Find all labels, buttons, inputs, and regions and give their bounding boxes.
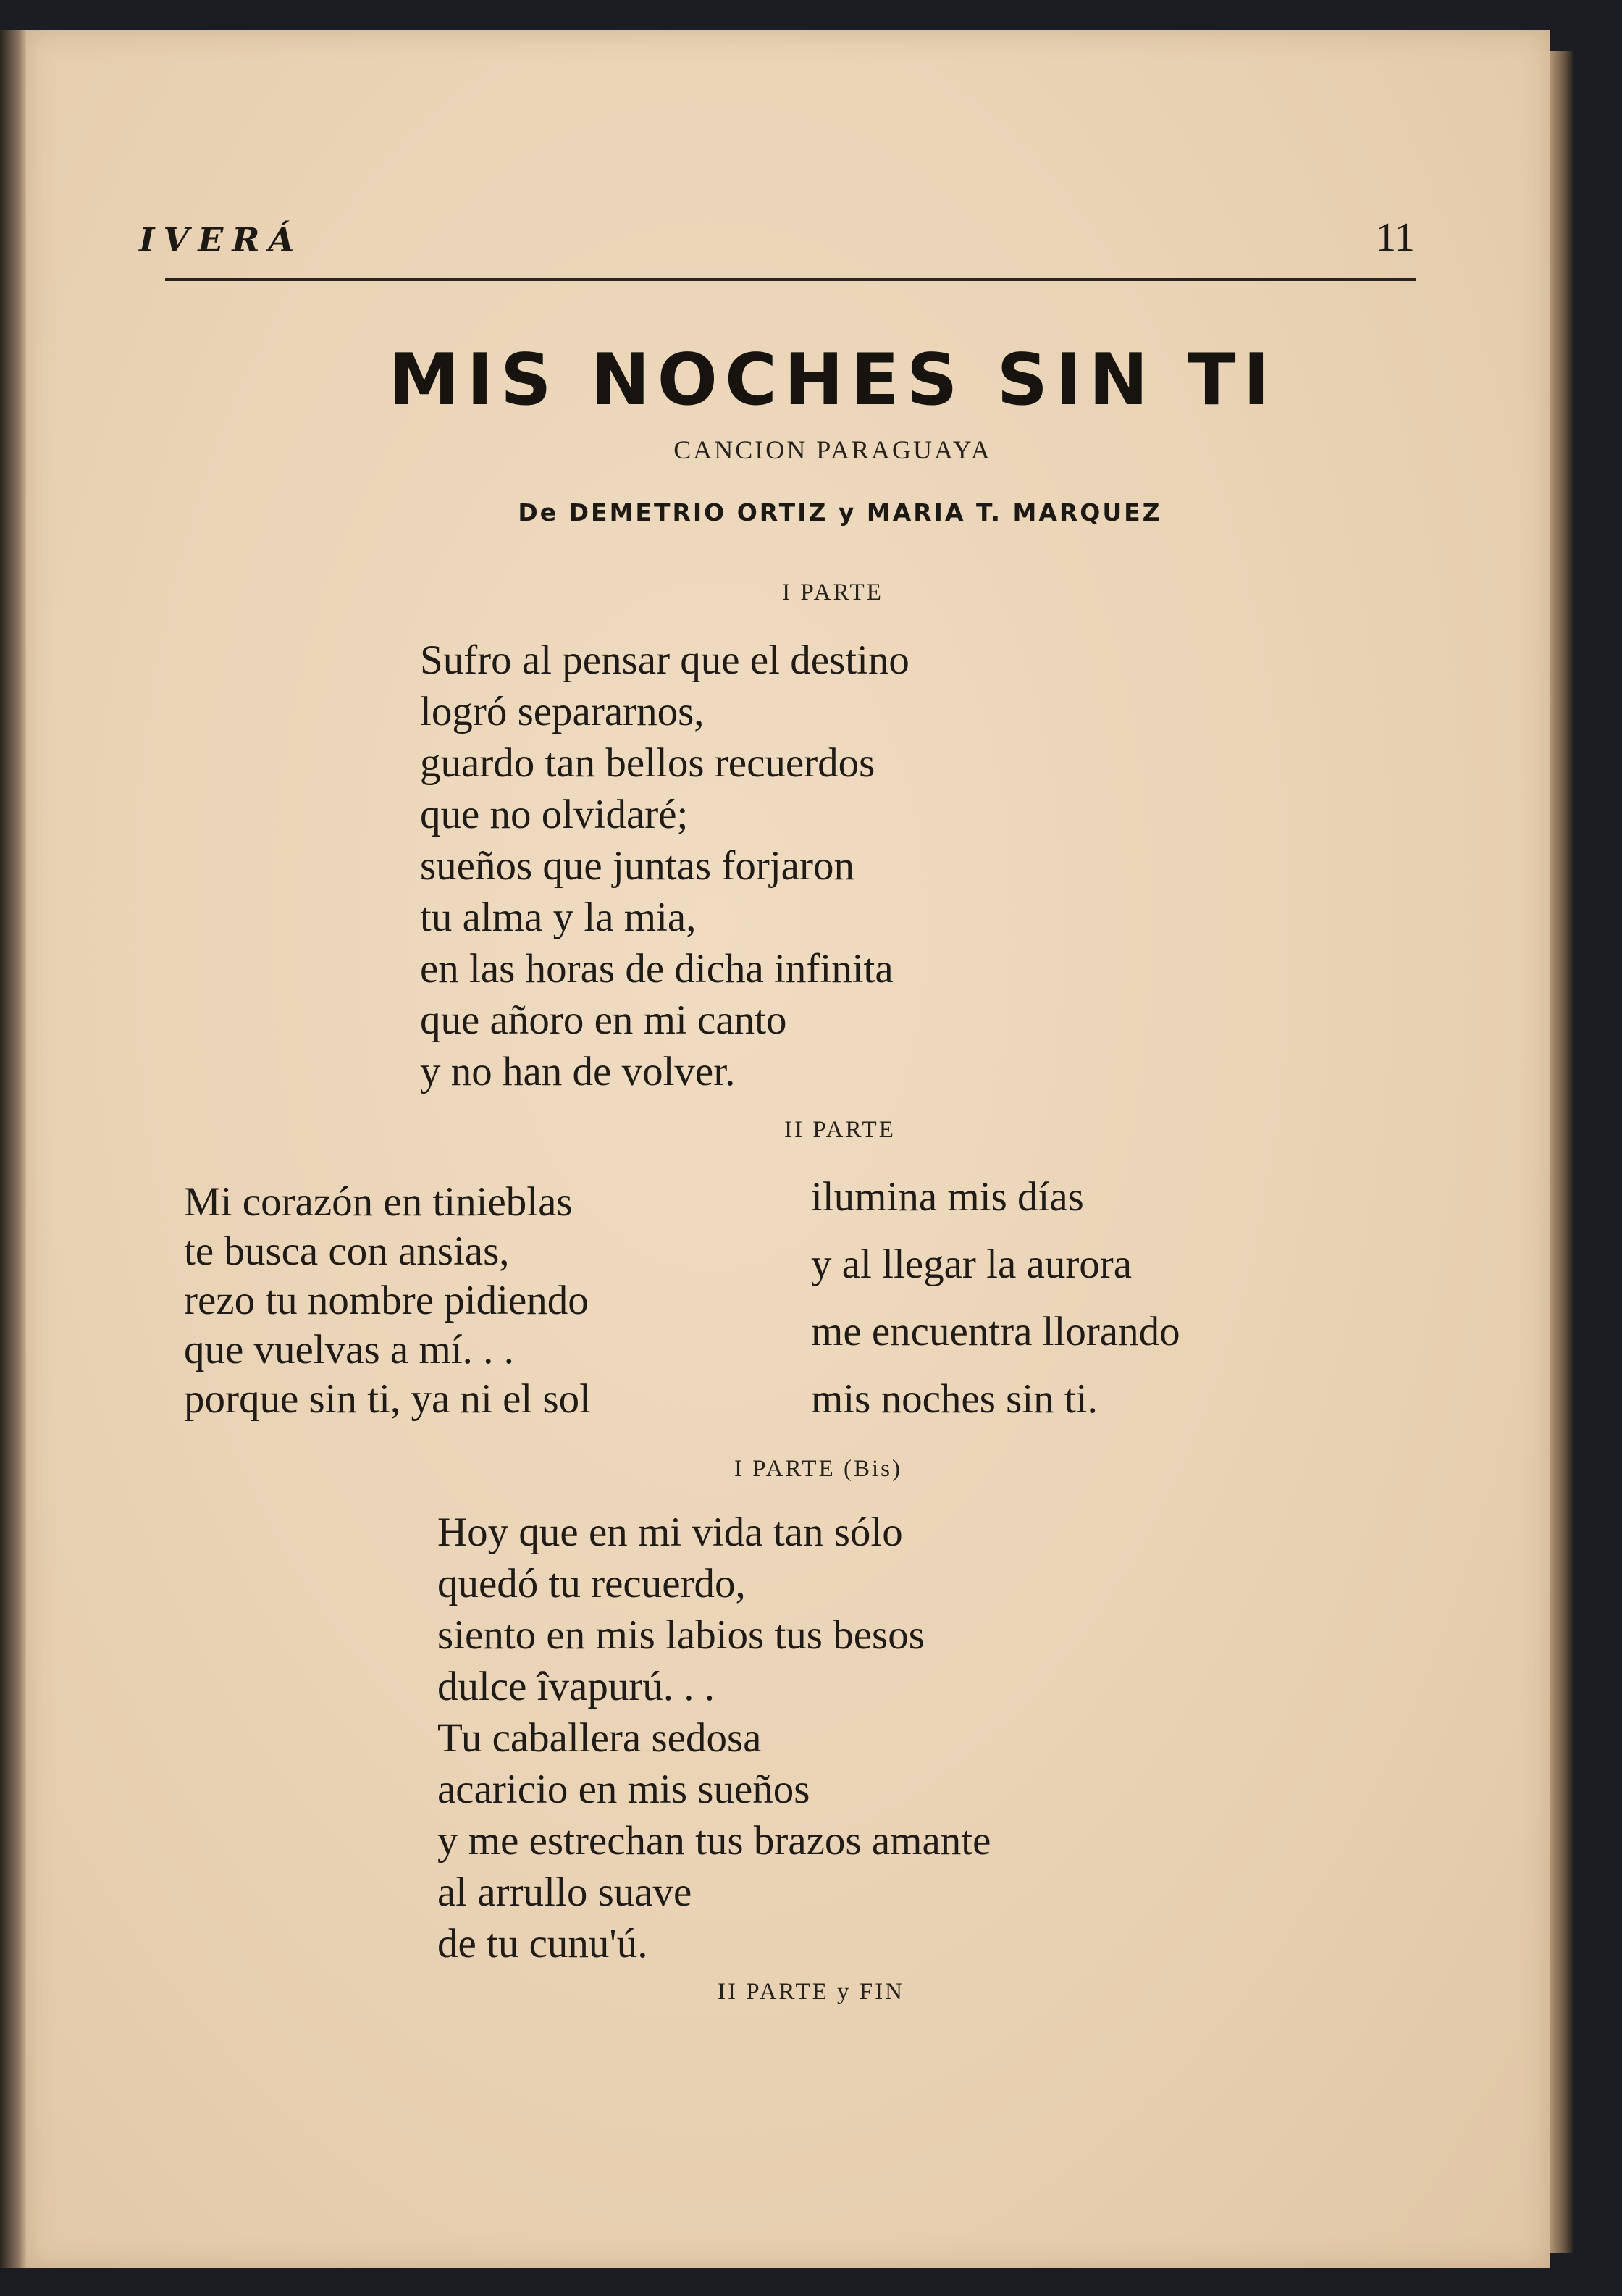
verse-line: rezo tu nombre pidiendo — [184, 1278, 589, 1323]
verse-line: y me estrechan tus brazos amante — [437, 1818, 991, 1864]
verse-line: Hoy que en mi vida tan sólo — [437, 1509, 903, 1555]
part1-heading: I PARTE — [782, 579, 883, 606]
part2-right-verse — [811, 1163, 1180, 1433]
verse-line: acaricio en mis sueños — [437, 1767, 810, 1812]
verse-line: mis noches sin ti. — [811, 1376, 1098, 1422]
journal-name: IVERÁ — [139, 220, 303, 259]
part2-left-verse — [184, 1178, 591, 1424]
part1-bis-verse — [437, 1507, 991, 1969]
verse-line: tu alma y la mia, — [420, 894, 697, 940]
verse-line: siento en mis labios tus besos — [437, 1612, 925, 1658]
verse-line: y al llegar la aurora — [811, 1241, 1133, 1287]
verse-line: me encuentra llorando — [811, 1309, 1180, 1354]
verse-line: quedó tu recuerdo, — [437, 1561, 746, 1606]
page-number: 11 — [1376, 215, 1415, 260]
verse-line: de tu cunu'ú. — [437, 1921, 648, 1966]
verse-line: que añoro en mi canto — [420, 997, 787, 1043]
verse-line: que no olvidaré; — [420, 792, 689, 837]
verse-line: ilumina mis días — [811, 1174, 1084, 1220]
header-rule — [165, 278, 1416, 281]
part2-heading: II PARTE — [784, 1117, 896, 1143]
verse-line: y no han de volver. — [420, 1049, 736, 1094]
verse-line: porque sin ti, ya ni el sol — [184, 1376, 592, 1422]
verse-line: que vuelvas a mí. . . — [184, 1327, 514, 1373]
song-title: MIS NOCHES SIN TI — [388, 339, 1277, 422]
verse-line: Sufro al pensar que el destino — [420, 637, 909, 683]
part1-verse — [420, 634, 909, 1097]
verse-line: al arrullo suave — [437, 1869, 692, 1915]
verse-line: en las horas de dicha infinita — [420, 946, 894, 992]
song-authors: De DEMETRIO ORTIZ y MARIA T. MARQUEZ — [518, 498, 1162, 527]
song-subtitle: CANCION PARAGUAYA — [673, 435, 992, 464]
verse-line: Mi corazón en tinieblas — [184, 1179, 573, 1225]
final-heading: II PARTE y FIN — [718, 1979, 904, 2005]
verse-line: te busca con ansias, — [184, 1228, 510, 1274]
verse-line: Tu caballera sedosa — [437, 1715, 762, 1761]
verse-line: logró separarnos, — [420, 689, 705, 734]
part1-bis-heading: I PARTE (Bis) — [734, 1456, 902, 1482]
verse-line: sueños que juntas forjaron — [420, 843, 854, 889]
verse-line: dulce îvapurú. . . — [437, 1664, 715, 1709]
verse-line: guardo tan bellos recuerdos — [420, 740, 875, 786]
